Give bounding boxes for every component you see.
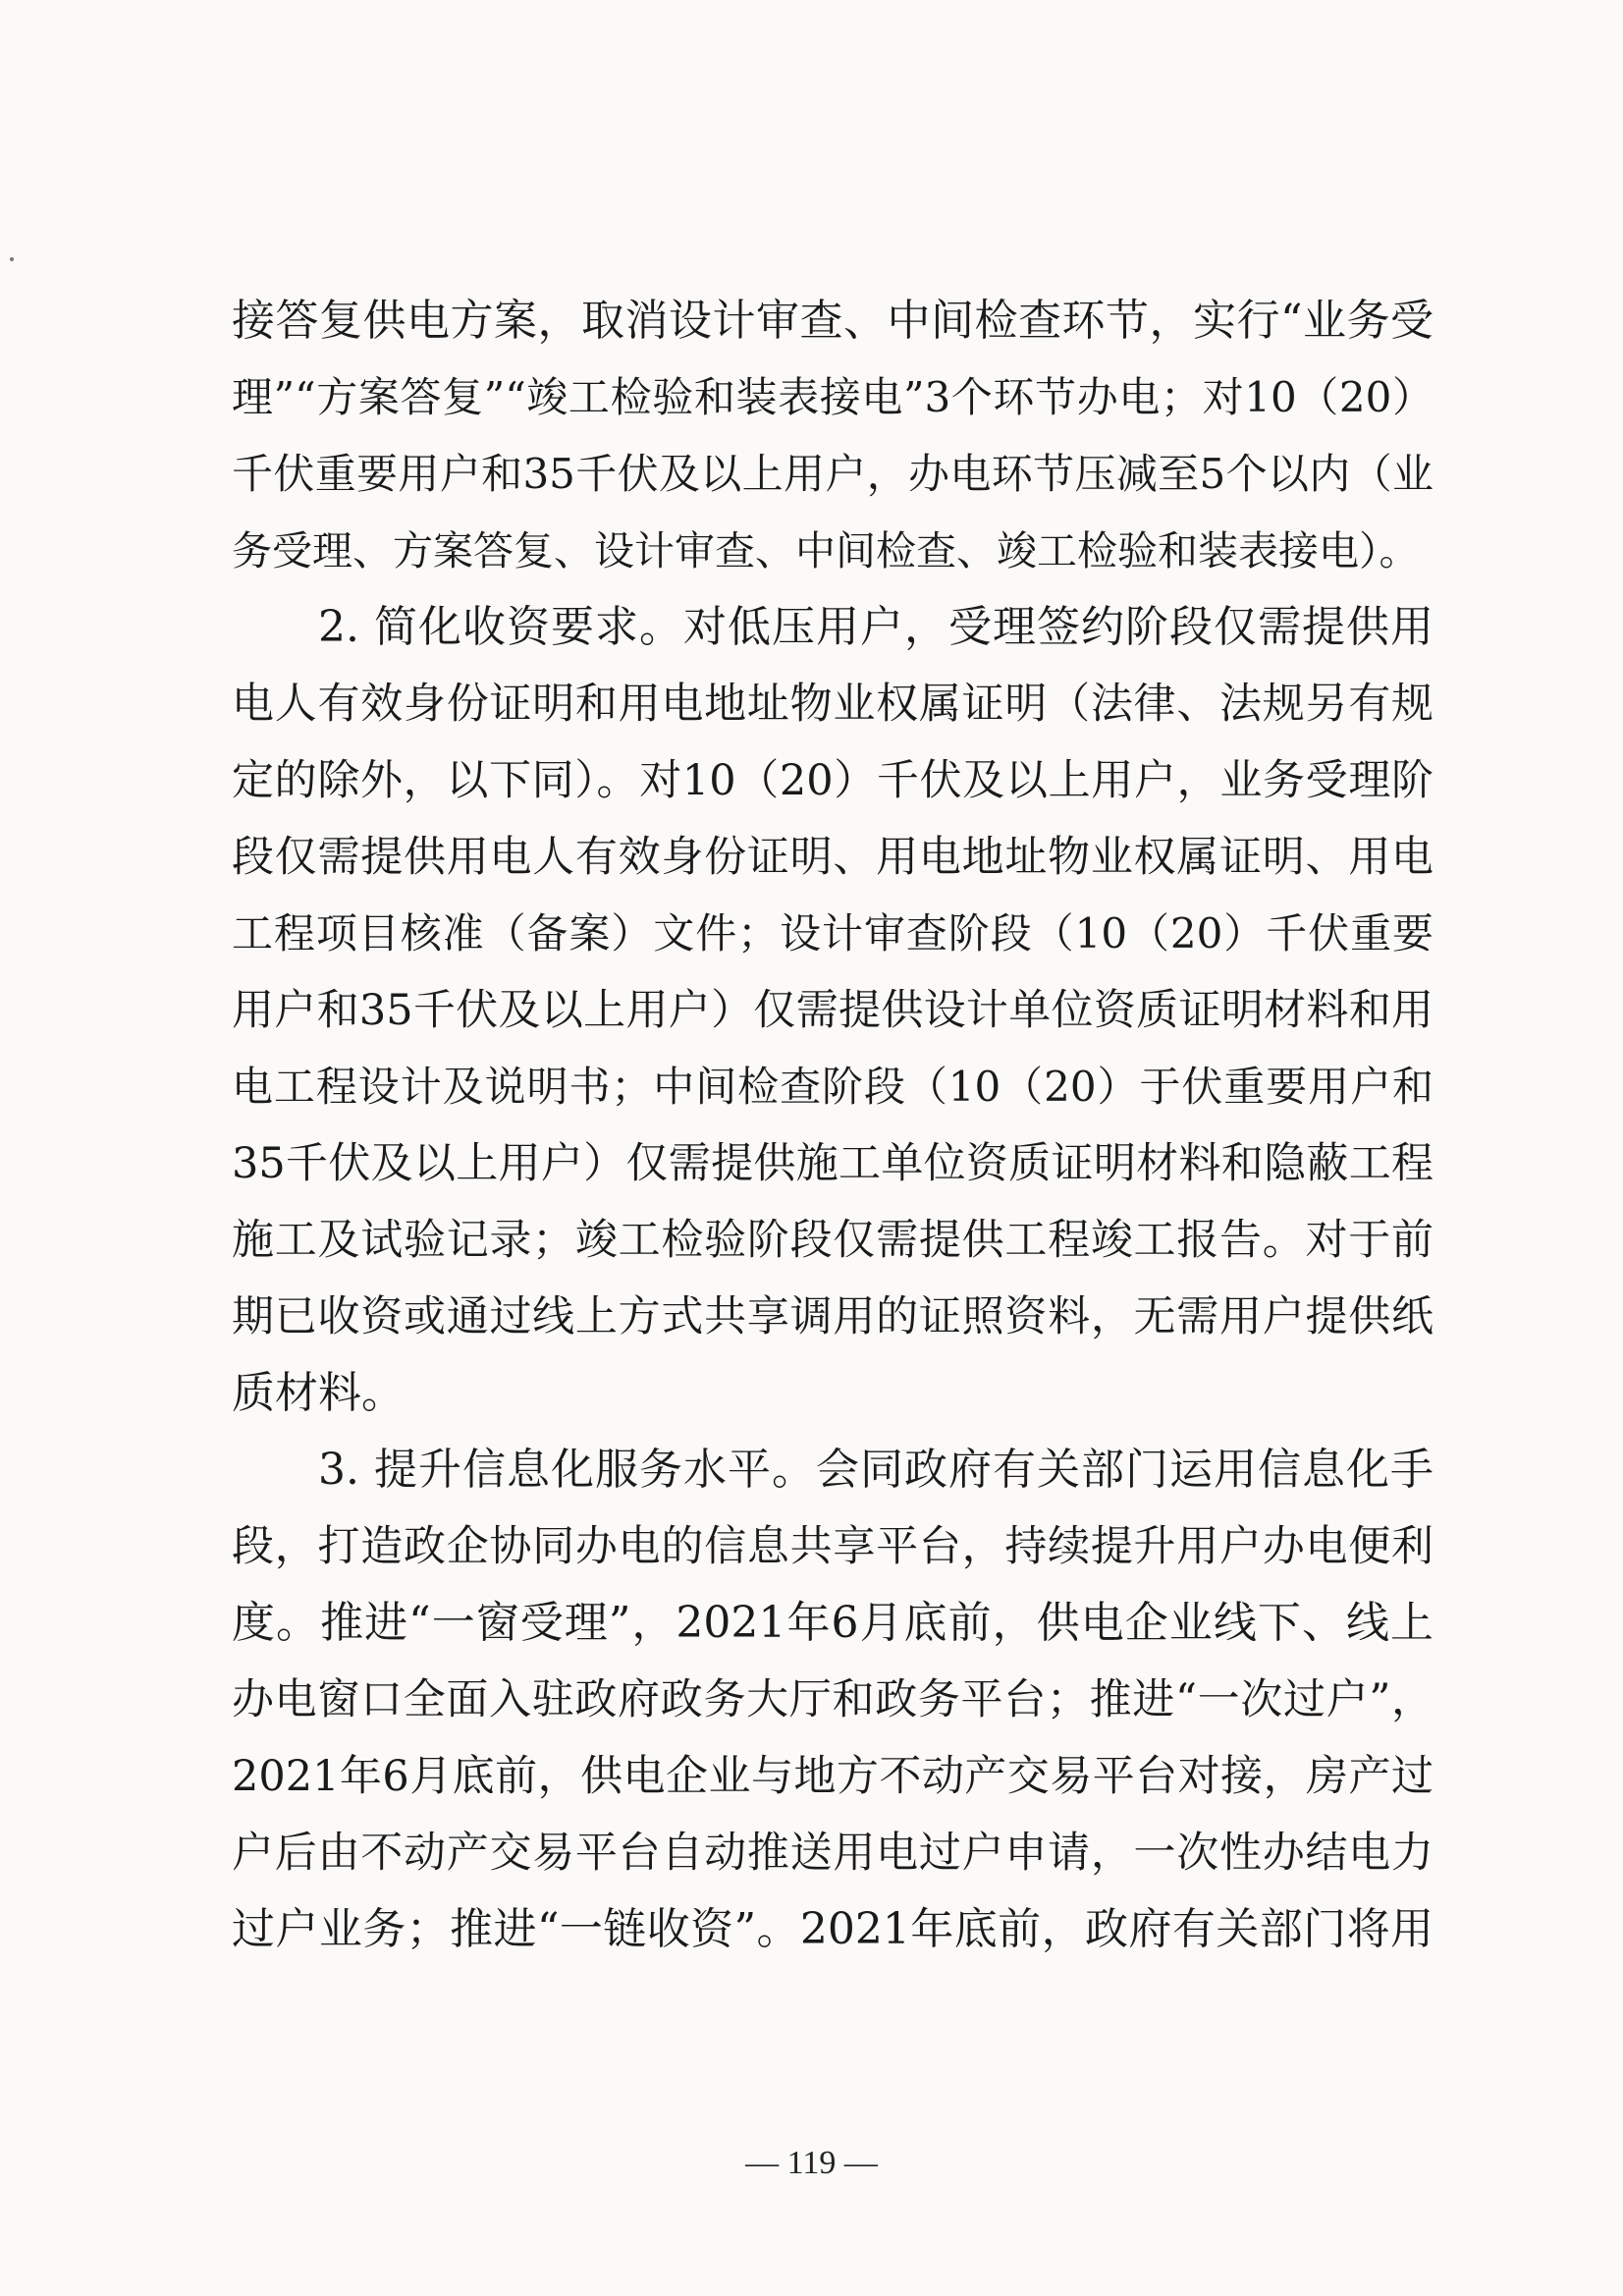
text-line: 接答复供电方案，取消设计审查、中间检查环节，实行“业务受	[232, 296, 1434, 346]
text-line: 2021年6月底前，供电企业与地方不动产交易平台对接，房产过	[232, 1752, 1434, 1801]
text-line: 度。推进“一窗受理”，2021年6月底前，供电企业线下、线上	[232, 1598, 1434, 1648]
text-line: 过户业务；推进“一链收资”。2021年底前，政府有关部门将用	[232, 1904, 1434, 1954]
text-line: 务受理、方案答复、设计审查、中间检查、竣工检验和装表接电）。	[232, 527, 1420, 574]
text-line: 用户和35千伏及以上用户）仅需提供设计单位资质证明材料和用	[232, 986, 1434, 1035]
text-line: 千伏重要用户和35千伏及以上用户，办电环节压减至5个以内（业	[232, 450, 1434, 498]
text-line: 2. 简化收资要求。对低压用户，受理签约阶段仅需提供用	[318, 602, 1434, 652]
text-line: 35千伏及以上用户）仅需提供施工单位资质证明材料和隐蔽工程	[232, 1139, 1434, 1188]
text-line: 段，打造政企协同办电的信息共享平台，持续提升用户办电便利	[232, 1522, 1434, 1571]
text-line: 施工及试验记录；竣工检验阶段仅需提供工程竣工报告。对于前	[232, 1216, 1434, 1265]
text-line: 质材料。	[232, 1368, 405, 1418]
body-text	[232, 283, 1434, 1968]
text-line: 电人有效身份证明和用电地址物业权属证明（法律、法规另有规	[232, 680, 1434, 729]
text-line: 办电窗口全面入驻政府政务大厅和政务平台；推进“一次过户”，	[232, 1675, 1434, 1724]
text-line: 理”“方案答复”“竣工检验和装表接电”3个环节办电；对10（20）	[232, 373, 1434, 421]
text-line: 工程项目核准（备案）文件；设计审查阶段（10（20）千伏重要	[232, 909, 1434, 957]
text-line: 3. 提升信息化服务水平。会同政府有关部门运用信息化手	[318, 1445, 1434, 1495]
scan-speck	[10, 257, 14, 261]
text-line: 期已收资或通过线上方式共享调用的证照资料，无需用户提供纸	[232, 1292, 1434, 1341]
text-line: 段仅需提供用电人有效身份证明、用电地址物业权属证明、用电	[232, 833, 1434, 882]
text-line: 定的除外，以下同）。对10（20）千伏及以上用户，业务受理阶	[232, 756, 1434, 805]
text-line: 户后由不动产交易平台自动推送用电过户申请，一次性办结电力	[232, 1829, 1434, 1878]
text-line: 电工程设计及说明书；中间检查阶段（10（20）于伏重要用户和	[232, 1063, 1434, 1111]
page-number: — 119 —	[745, 2145, 878, 2181]
